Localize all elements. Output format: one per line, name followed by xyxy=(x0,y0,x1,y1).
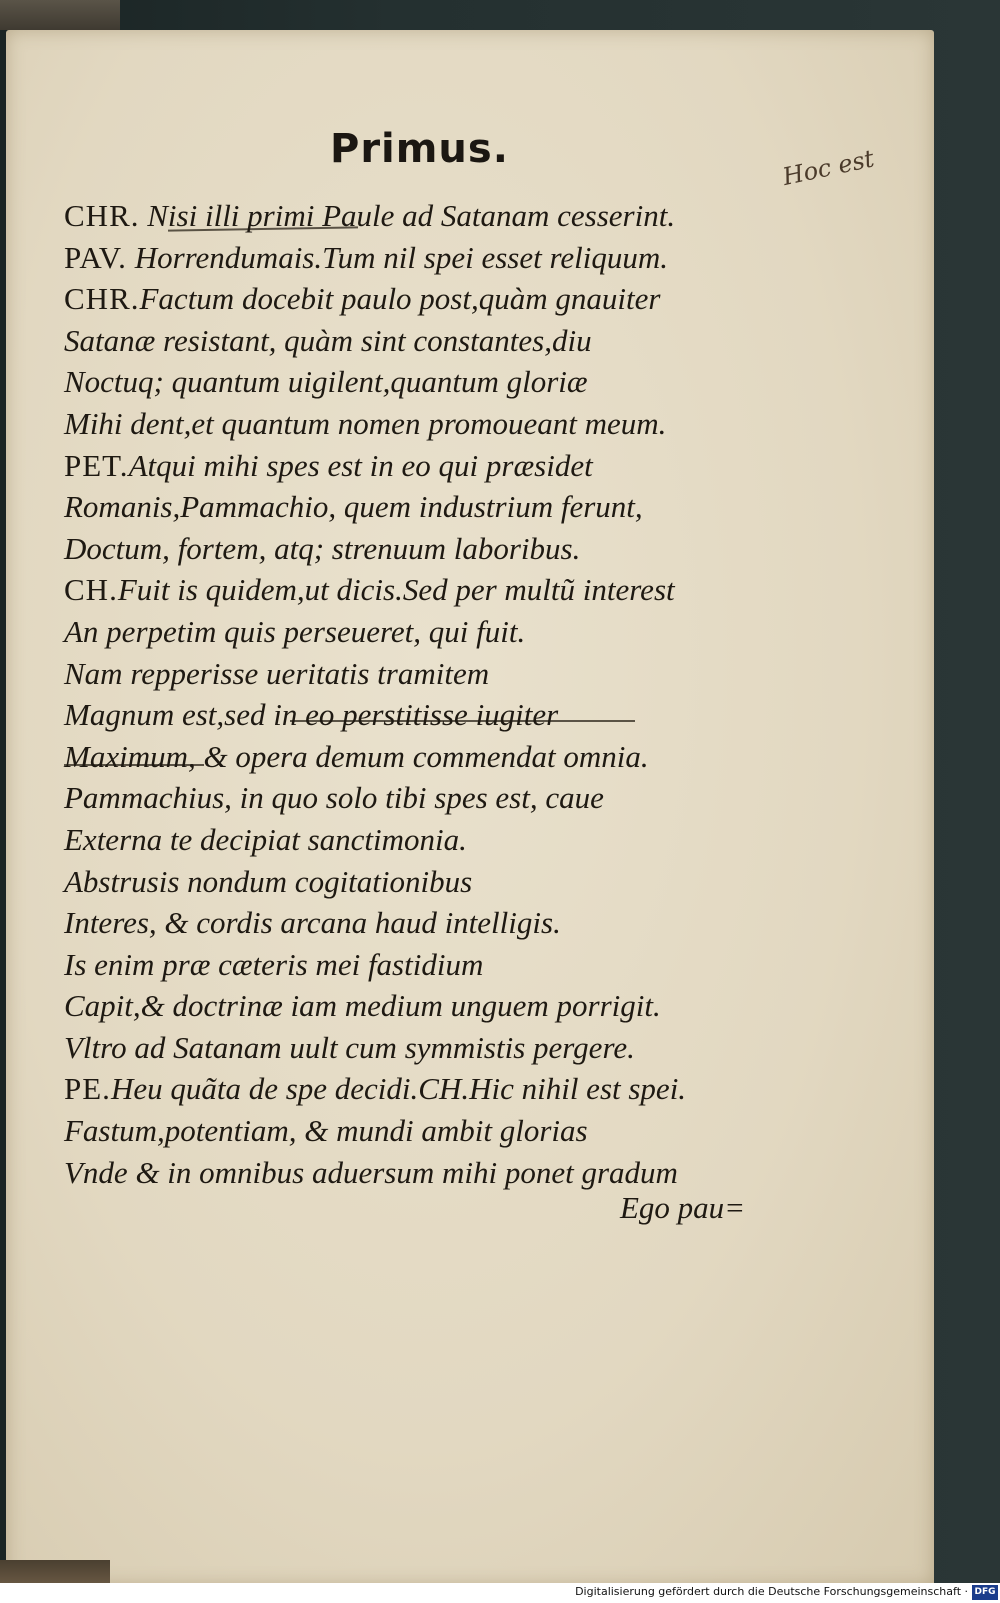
verse-line xyxy=(64,985,844,1027)
verse-text: Factum docebit paulo post,quàm gnauiter xyxy=(139,281,661,317)
verse-line xyxy=(64,902,844,944)
verse-line xyxy=(64,777,844,819)
verse-text: Externa te decipiat sanctimonia. xyxy=(64,821,467,857)
speaker-label: PET. xyxy=(64,447,129,483)
verse-line xyxy=(64,361,844,403)
verse-text: Fastum,potentiam, & mundi ambit glorias xyxy=(64,1113,588,1149)
verse-text: Atqui mihi spes est in eo qui præsidet xyxy=(128,447,593,483)
verse-line xyxy=(64,653,844,695)
verse-line xyxy=(64,736,844,778)
verse-line xyxy=(64,694,844,736)
verse-text: Romanis,Pammachio, quem industrium ferunt, xyxy=(64,489,643,525)
verse-text: Nisi illi primi Paule ad Satanam cesserint. xyxy=(139,198,676,233)
verse-line xyxy=(64,278,844,320)
verse-line xyxy=(64,528,844,570)
speaker-label: PE. xyxy=(64,1071,111,1107)
verse-line xyxy=(64,611,844,653)
verse-line xyxy=(64,195,844,237)
dfg-logo-icon[interactable]: DFG xyxy=(972,1585,998,1600)
verse-text: Horrendumais.Tum nil spei esset reliquum. xyxy=(126,239,668,275)
speaker-label: CH. xyxy=(64,572,118,608)
verse-text: Vltro ad Satanam uult cum symmistis pergere. xyxy=(64,1029,635,1065)
verse-text: Satanæ resistant, quàm sint constantes,diu xyxy=(64,322,592,358)
verse-text: An perpetim quis perseueret, qui fuit. xyxy=(64,613,526,649)
speaker-label: CHR. xyxy=(64,281,140,317)
verse-line xyxy=(64,445,844,487)
verse-text: Doctum, fortem, atq; strenuum laboribus. xyxy=(64,530,581,566)
verse-text: Interes, & cordis arcana haud intelligis. xyxy=(64,905,561,941)
running-head: Primus. xyxy=(330,126,509,172)
verse-text: Fuit is quidem,ut dicis.Sed per multũ interest xyxy=(117,572,675,608)
verse-text: Abstrusis nondum cogitationibus xyxy=(64,863,473,899)
verse-line xyxy=(64,1110,844,1152)
verse-line xyxy=(64,861,844,903)
verse-text: Noctuq; quantum uigilent,quantum gloriæ xyxy=(64,364,588,400)
verse-line xyxy=(64,486,844,528)
verse-line xyxy=(64,1068,844,1110)
verse-text: Heu quãta de spe decidi.CH.Hic nihil est spei. xyxy=(110,1071,687,1107)
catchword: Ego pau= xyxy=(620,1190,746,1225)
verse-text: Maximum, & opera demum commendat omnia. xyxy=(64,738,649,774)
speaker-label: PAV. xyxy=(64,239,127,275)
verse-text: Capit,& doctrinæ iam medium unguem porrigit. xyxy=(64,988,661,1024)
page-top-edge xyxy=(0,0,120,30)
verse-line xyxy=(64,1027,844,1069)
verse-text: Vnde & in omnibus aduersum mihi ponet gradum xyxy=(64,1154,678,1190)
verse-text: Magnum est,sed in eo perstitisse iugiter xyxy=(64,697,559,733)
verse-line xyxy=(64,403,844,445)
verse-line xyxy=(64,320,844,362)
verse-text: Mihi dent,et quantum nomen promoueant meum. xyxy=(64,405,667,441)
verse-text: Is enim præ cæteris mei fastidium xyxy=(64,946,484,982)
footer-credit: Digitalisierung gefördert durch die Deutsche Forschungsgemeinschaft · xyxy=(575,1585,968,1598)
verse-line xyxy=(64,944,844,986)
verse-text-block xyxy=(64,195,844,1193)
verse-text: Pammachius, in quo solo tibi spes est, caue xyxy=(64,780,604,816)
verse-line xyxy=(64,1152,844,1194)
handwritten-marginal-note: Hoc est xyxy=(780,144,877,191)
verse-text: Nam repperisse ueritatis tramitem xyxy=(64,655,490,691)
verse-line xyxy=(64,237,844,279)
verse-line xyxy=(64,819,844,861)
verse-line xyxy=(64,569,844,611)
speaker-label: CHR. xyxy=(64,198,140,233)
